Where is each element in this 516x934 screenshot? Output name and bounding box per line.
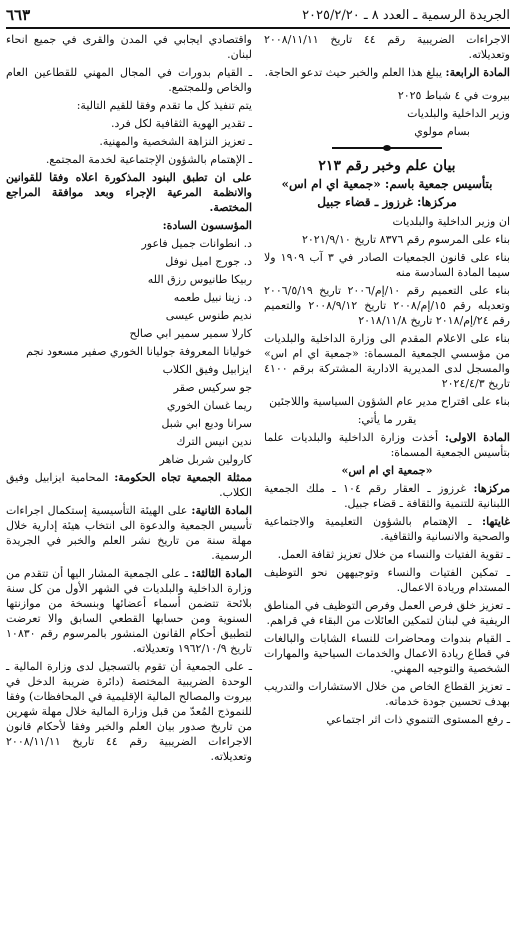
founders-list <box>6 236 252 467</box>
aims-label: غايتها: <box>482 515 510 528</box>
minister-title: وزير الداخلية والبلديات <box>407 107 510 120</box>
paragraph: ـ القيام بدورات في المجال المهني للقطاعين العام والخاص وللمجتمع. <box>6 66 252 94</box>
association-center <box>264 481 510 511</box>
association-name: «جمعية اي ام اس» <box>341 464 433 477</box>
founder-name: ريما غسان الخوري <box>166 399 252 412</box>
founder-name: د. زينا نبيل طعمه <box>173 291 252 304</box>
founder-name: جو سركيس صقر <box>173 381 252 394</box>
article-text: يبلغ هذا العلم والخبر حيث تدعو الحاجة. <box>264 66 446 79</box>
paragraph: واقتصادي ايجابي في المدن والقرى في جميع انحاء لبنان. <box>6 33 252 61</box>
aim-item: ـ القيام بندوات ومحاضرات للنساء الشابات والبالغات في قطاع ريادة الاعمال والخدمات السياحية والمهارات الشخصية والتوجيه المهني. <box>264 632 510 675</box>
paragraph: بناء على الاعلام المقدم الى وزارة الداخلية والبلديات من مؤسسي الجمعية المسماة: «جمعية اي ام اس» والمسجل لدى المديرية الادارية المشتركة برقم ٤١٠٠ تاريخ ٢٠٢٤/٤/٣ <box>264 332 510 390</box>
paragraph: بناء على اقتراح مدير عام الشؤون السياسية واللاجئين <box>269 395 510 408</box>
article-text: على الهيئة التأسيسية إستكمال اجراءات تأسيس الجمعية والدعوة الى انتخاب هيئة إدارية خلال مهلة سنة من تاريخ نشر العلم والخبر في الجريدة الرسمية. <box>6 504 252 562</box>
article-label: المادة الاولى: <box>444 431 510 444</box>
gazette-issue-title: الجريدة الرسمية ـ العدد ٨ ـ ٢٠٢٥/٢/٢٠ <box>302 7 510 23</box>
center-text: غرزوز ـ العقار رقم ١٠٤ ـ ملك الجمعية اللبنانية للتنمية والثقافة ـ قضاء جبيل. <box>264 482 510 510</box>
page-header <box>6 4 510 26</box>
founders-label: المؤسسون السادة: <box>162 219 252 232</box>
paragraph: بناء على قانون الجمعيات الصادر في ٣ آب ١٩٠٩ ولا سيما المادة السادسة منه <box>264 251 510 279</box>
paragraph: ـ على الجمعية أن تقوم بالتسجيل لدى وزارة المالية ـ الوحدة الضريبية المختصة (دائرة ضريبة الدخل في بيروت والمصالح المالية الإقليمية في المحافظات) وفقا للنموذج المُعدّ من قبل وزارة المالية خلال مهلة شهرين من تاريخ صدور بيان العلم والخبر وفقا لأحكام قانون الاجراءات الضريبية رقم ٤٤ تاريخ ٢٠٠٨/١١/١١ وتعديلاته. <box>6 660 252 763</box>
article-text: أخذت وزارة الداخلية والبلديات علما بتأسيس الجمعية المسماة: <box>264 431 510 459</box>
notice-title: بيان علم وخبر رقم ٢١٣ <box>318 158 456 174</box>
right-column <box>264 32 510 730</box>
page-number: ٦٦٣ <box>6 6 31 24</box>
notice-subtitle-location: مركزها: غرزوز ـ قضاء جبيل <box>317 195 457 209</box>
rep-text: المحامية ايزابيل وفيق الكلاب. <box>6 471 252 499</box>
paragraph: يتم تنفيذ كل ما تقدم وفقا للقيم التالية: <box>76 99 252 112</box>
value-item: ـ تعزيز النزاهة الشخصية والمهنية. <box>99 135 252 148</box>
rep-label: ممثلة الجمعية تجاه الحكومة: <box>114 471 252 484</box>
founder-name: كارلا سمير سمير ابي صالح <box>129 327 252 340</box>
association-aims <box>264 514 510 544</box>
notice-subtitle: بتأسيس جمعية باسم: «جمعية اي ام اس» <box>281 177 493 191</box>
decides-line: يقرر ما يأتي: <box>357 413 417 426</box>
founder-name: ايزابيل وفيق الكلاب <box>162 363 252 376</box>
date-line: بيروت في ٤ شباط ٢٠٢٥ <box>397 89 510 102</box>
aim-item: ـ تعزيز خلق فرص العمل وفرص التوظيف في المناطق الريفية في لبنان لتمكين العائلات من البقاء في قراهم. <box>263 599 510 627</box>
founder-name: ندين انيس الترك <box>176 435 252 448</box>
section-divider <box>332 147 442 149</box>
paragraph: بناء على التعميم رقم ١٠/إم/٢٠٠٦ تاريخ ٢٠٠٦/٥/١٩ وتعديله رقم ١٥/إم/٢٠٠٨ تاريخ ٢٠٠٨/٩/١٢ والتعميم رقم ٢٤/إم/٢٠١٨ تاريخ ٢٠١٨/١١/٨ <box>264 284 510 327</box>
value-item: ـ الإهتمام بالشؤون الإجتماعية لخدمة المجتمع. <box>45 153 252 166</box>
founder-name: ربيكا طانيوس رزق الله <box>147 273 252 286</box>
government-representative <box>6 470 252 500</box>
article-2 <box>6 503 252 563</box>
article-label: المادة الثانية: <box>191 504 253 517</box>
founder-name: كارولين شربل ضاهر <box>159 453 252 466</box>
article-4 <box>264 65 510 80</box>
founder-name: خوليانا المعروفة جوليانا الخوري صفير مسعود نجم <box>26 345 252 358</box>
article-1 <box>264 430 510 460</box>
paragraph: ان وزير الداخلية والبلديات <box>392 215 510 228</box>
article-3 <box>6 566 252 656</box>
value-item: ـ تقدير الهوية الثقافية لكل فرد. <box>111 117 252 130</box>
founder-name: د. انطوانات جميل فاعور <box>141 237 252 250</box>
left-column <box>6 32 252 767</box>
compliance-clause: على ان تطبق البنود المذكورة اعلاه وفقا للقوانين والانظمة المرعية الإجراء وبعد موافقة المراجع المختصة. <box>6 171 252 214</box>
paragraph: الاجراءات الضريبية رقم ٤٤ تاريخ ٢٠٠٨/١١/١١ وتعديلاته. <box>264 33 510 61</box>
aims-text: ـ الإهتمام بالشؤون التعليمية والاجتماعية والصحية والانسانية والثقافية. <box>264 515 510 543</box>
founder-name: سرانا وديع ابي شبل <box>161 417 252 430</box>
aim-item: ـ تقوية الفتيات والنساء من خلال تعزيز ثقافة العمل. <box>277 548 510 561</box>
paragraph: بناء على المرسوم رقم ٨٣٧٦ تاريخ ٢٠٢١/٩/١٠ <box>301 233 510 246</box>
aim-item: ـ تمكين الفتيات والنساء وتوجيههن نحو التوظيف المستدام وريادة الاعمال. <box>264 566 510 594</box>
article-text: ـ على الجمعية المشار اليها أن تتقدم من وزارة الداخلية والبلديات في الشهر الأول من كل سنة بلائحة تتضمن أسماء أعضائها وبنسخة من موازنتها السنوية ومن حسابها القطعي السابق والا تعرضت لتطبيق أحكام القانون المنشور بالمرسوم رقم ١٠٨٣٠ تاريخ ١٩٦٢/١٠/٩ وتعديلاته. <box>6 567 252 655</box>
aim-item: ـ رفع المستوى التنموي ذات اثر اجتماعي <box>326 713 510 726</box>
minister-name: بسام مولوي <box>414 125 470 138</box>
founder-name: نديم طنوس عيسى <box>165 309 252 322</box>
article-label: المادة الرابعة: <box>445 66 510 79</box>
article-label: المادة الثالثة: <box>191 567 252 580</box>
aim-item: ـ تعزيز القطاع الخاص من خلال الاستشارات والتدريب بهدف تحسين جودة خدماته. <box>264 680 510 708</box>
center-label: مركزها: <box>473 482 510 495</box>
founder-name: د. جورج اميل نوفل <box>165 255 252 268</box>
header-rule <box>6 27 510 29</box>
